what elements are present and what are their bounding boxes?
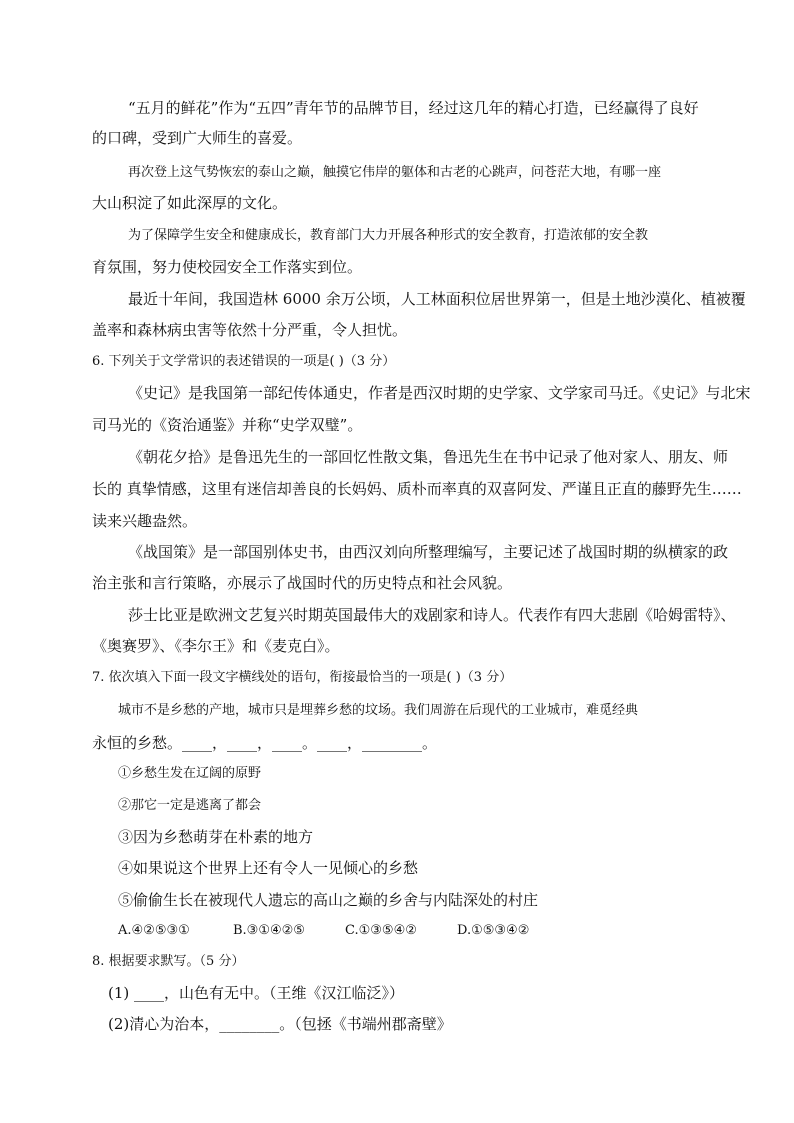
q7-item-3: ③因为乡愁萌芽在朴素的地方	[118, 828, 314, 846]
q7-choice-c: C.①③⑤④②	[345, 923, 417, 938]
q7-choice-b: B.③①④②⑤	[233, 923, 305, 938]
q6-option-c-line1: 《战国策》是一部国别体史书，由西汉刘向所整理编写，主要记述了战国时期的纵横家的政	[128, 543, 729, 561]
q5-option-b-line2: 大山积淀了如此深厚的文化。	[92, 194, 288, 212]
q5-option-d-line2: 盖率和森林病虫害等依然十分严重，令人担忧。	[92, 321, 408, 339]
q5-option-c-line1: 为了保障学生安全和健康成长，教育部门大力开展各种形式的安全教育，打造浓郁的安全教	[128, 228, 649, 243]
q8-stem: 8. 根据要求默写。（5 分）	[92, 954, 245, 969]
q6-option-b-line2: 长的 真挚情感，这里有迷信却善良的长妈妈、质朴而率真的双喜阿发、严谨且正直的藤野先生……	[92, 480, 742, 498]
q6-option-d-line1: 莎士比亚是欧洲文艺复兴时期英国最伟大的戏剧家和诗人。代表作有四大悲剧《哈姆雷特》、	[128, 606, 736, 624]
q5-option-b-line1: 再次登上这气势恢宏的泰山之巅，触摸它伟岸的躯体和古老的心跳声，问苍茫大地，有哪一座	[128, 165, 662, 180]
q7-passage-line1: 城市不是乡愁的产地，城市只是埋葬乡愁的坟场。我们周游在后现代的工业城市，难觅经典	[118, 703, 639, 718]
q6-stem: 6. 下列关于文学常识的表述错误的一项是( )（3 分）	[92, 354, 396, 369]
q6-option-b-line1: 《朝花夕拾》是鲁迅先生的一部回忆性散文集，鲁迅先生在书中记录了他对家人、朋友、师	[128, 448, 729, 466]
q6-option-d-line2: 《奥赛罗》、《李尔王》和《麦克白》。	[92, 637, 340, 655]
q6-option-b-line3: 读来兴趣盎然。	[92, 512, 198, 530]
q7-item-1: ①乡愁生发在辽阔的原野	[118, 766, 262, 781]
q6-option-a-line2: 司马光的《资治通鉴》并称“史学双璧”。	[92, 416, 363, 434]
q6-option-c-line2: 治主张和言行策略，亦展示了战国时代的历史特点和社会风貌。	[92, 574, 513, 592]
q5-option-a-line1: “五月的鲜花”作为“五四”青年节的品牌节目，经过这几年的精心打造，已经赢得了良好	[128, 99, 699, 117]
q5-option-c-line2: 育氛围，努力使校园安全工作落实到位。	[92, 258, 363, 276]
q7-choice-a: A.④②⑤③①	[118, 923, 190, 938]
q5-option-a-line2: 的口碑，受到广大师生的喜爱。	[92, 129, 303, 147]
q8-item-2: (2)清心为治本，________。（包拯《书端州郡斋壁》	[108, 1015, 452, 1033]
q7-stem: 7. 依次填入下面一段文字横线处的语句，衔接最恰当的一项是( )（3 分）	[92, 670, 513, 685]
q5-option-d-line1: 最近十年间，我国造林 6000 余万公顷，人工林面积位居世界第一，但是土地沙漠化、植被覆	[128, 290, 746, 308]
q7-choice-d: D.①⑤③④②	[457, 923, 530, 938]
q7-passage-line2: 永恒的乡愁。____，____，____。____，________。	[92, 734, 438, 752]
q8-item-1: (1) ____，山色有无中。（王维《汉江临泛》）	[108, 984, 405, 1002]
q7-item-5: ⑤偷偷生长在被现代人遗忘的高山之巅的乡舍与内陆深处的村庄	[118, 891, 539, 909]
q7-item-2: ②那它一定是逃离了都会	[118, 798, 262, 813]
q7-item-4: ④如果说这个世界上还有令人一见倾心的乡愁	[118, 859, 419, 877]
q6-option-a-line1: 《史记》是我国第一部纪传体通史，作者是西汉时期的史学家、文学家司马迁。《史记》与北宋	[128, 384, 751, 402]
